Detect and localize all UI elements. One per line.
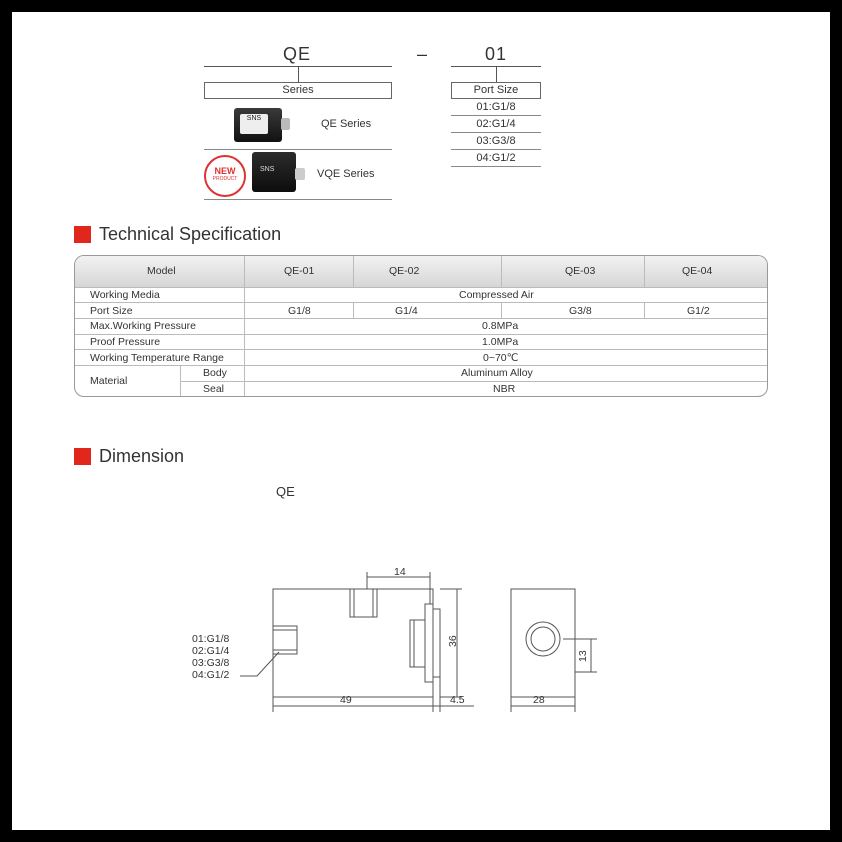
dim-49: 49 [340, 694, 352, 706]
dimension-title: Dimension [99, 446, 185, 466]
header-qe01: QE-01 [284, 265, 315, 277]
value-port-qe03: G3/8 [569, 305, 592, 317]
side-port-inner [531, 627, 555, 651]
port-size-item: 04:G1/2 [451, 150, 541, 167]
value-port-qe04: G1/2 [687, 305, 710, 317]
port-code: 01 [485, 44, 508, 64]
row-label-port-size: Port Size [90, 305, 133, 317]
dimension-drawing [12, 12, 830, 830]
dimension-model-label: QE [276, 484, 295, 499]
vqe-series-label: VQE Series [317, 168, 375, 180]
port-size-header: Port Size [451, 82, 541, 99]
series-header: Series [204, 82, 392, 99]
callout-port-2: 02:G1/4 [192, 645, 230, 657]
callout-port-3: 03:G3/8 [192, 657, 230, 669]
header-qe02: QE-02 [389, 265, 420, 277]
dim-36: 36 [447, 635, 459, 647]
value-working-media: Compressed Air [459, 289, 534, 301]
dim-14: 14 [394, 566, 406, 578]
badge-text: NEW [214, 166, 236, 176]
datasheet [12, 12, 830, 830]
port-size-item: 01:G1/8 [451, 99, 541, 116]
side-view-body [511, 589, 575, 697]
port-size-item: 03:G3/8 [451, 133, 541, 150]
callout-port-1: 01:G1/8 [192, 633, 230, 645]
spec-title: Technical Specification [99, 224, 282, 244]
header-qe03: QE-03 [565, 265, 596, 277]
right-fitting [410, 620, 425, 667]
row-label-body: Body [203, 367, 227, 379]
row-label-material: Material [90, 375, 128, 387]
header-qe04: QE-04 [682, 265, 713, 277]
row-label-temperature: Working Temperature Range [90, 352, 224, 364]
value-temperature: 0~70℃ [483, 352, 519, 364]
dim-13: 13 [577, 650, 589, 662]
product-label: SNS [240, 114, 268, 134]
callout-port-4: 04:G1/2 [192, 669, 230, 681]
value-port-qe01: G1/8 [288, 305, 311, 317]
row-label-working-media: Working Media [90, 289, 160, 301]
dim-28: 28 [533, 694, 545, 706]
badge-subtext: PRODUCT [212, 176, 238, 182]
value-seal: NBR [493, 383, 516, 395]
value-proof-pressure: 1.0MPa [482, 336, 519, 348]
header-model: Model [147, 265, 176, 277]
code-dash: – [417, 44, 429, 64]
value-max-pressure: 0.8MPa [482, 320, 519, 332]
row-label-seal: Seal [203, 383, 225, 395]
value-body: Aluminum Alloy [461, 367, 533, 379]
port-size-item: 02:G1/4 [451, 116, 541, 133]
qe-series-label: QE Series [321, 118, 372, 130]
value-port-qe02: G1/4 [395, 305, 418, 317]
dim-4-5: 4.5 [450, 694, 465, 706]
vqe-label: SNS [260, 166, 275, 173]
series-code: QE [283, 44, 312, 64]
row-label-proof-pressure: Proof Pressure [90, 336, 161, 348]
row-label-max-pressure: Max.Working Pressure [90, 320, 197, 332]
